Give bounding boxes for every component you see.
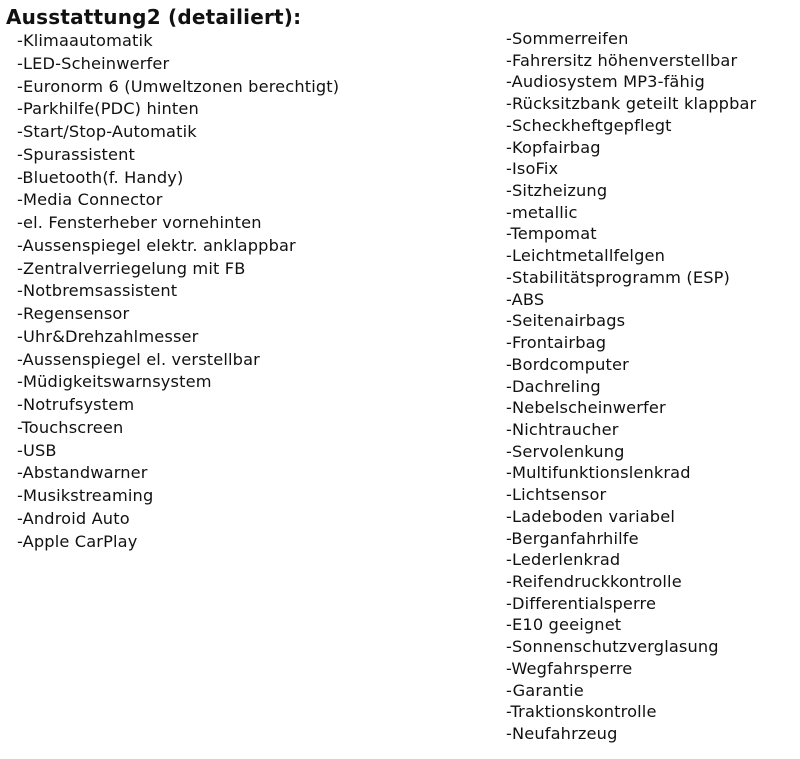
- list-item: -Spurassistent: [17, 144, 136, 164]
- list-item: -Lederlenkrad: [506, 550, 621, 570]
- list-item: -Bluetooth(f. Handy): [17, 167, 184, 187]
- list-item: -Stabilitätsprogramm (ESP): [506, 267, 731, 287]
- list-item: -IsoFix: [506, 159, 559, 179]
- list-item: -Regensensor: [17, 304, 130, 323]
- list-item: -Tempomat: [506, 224, 597, 244]
- list-item: -Rücksitzbank geteilt klappbar: [506, 94, 757, 114]
- list-item: -el. Fensterheber vornehinten: [17, 213, 262, 232]
- equipment-list-left: [17, 30, 339, 553]
- list-item: -Ladeboden variabel: [506, 506, 675, 526]
- list-item: -Uhr&Drehzahlmesser: [17, 326, 199, 346]
- list-item: -Notrufsystem: [17, 395, 135, 414]
- list-item: -E10 geeignet: [506, 615, 622, 635]
- list-item: -Abstandwarner: [17, 463, 148, 483]
- list-item: -Android Auto: [17, 508, 130, 528]
- list-item: -Nebelscheinwerfer: [506, 398, 666, 418]
- list-item: -Nichtraucher: [506, 419, 619, 439]
- list-item: -Garantie: [506, 680, 584, 700]
- list-item: -Reifendruckkontrolle: [506, 571, 682, 591]
- list-item: -Sitzheizung: [506, 181, 608, 201]
- list-item: -Multifunktionslenkrad: [506, 463, 691, 483]
- list-item: -Seitenairbags: [506, 311, 626, 331]
- list-item: -Audiosystem MP3-fähig: [506, 72, 705, 92]
- list-item: -Wegfahrsperre: [506, 658, 633, 678]
- list-item: -USB: [17, 440, 57, 460]
- list-item: -Bordcomputer: [506, 354, 629, 374]
- list-item: -Servolenkung: [506, 441, 625, 461]
- list-item: -Berganfahrhilfe: [506, 528, 639, 548]
- list-item: -Müdigkeitswarnsystem: [17, 372, 212, 392]
- list-item: -metallic: [506, 202, 578, 222]
- list-item: -Traktionskontrolle: [506, 702, 657, 722]
- list-item: -Sonnenschutzverglasung: [506, 637, 719, 657]
- list-item: -Zentralverriegelung mit FB: [17, 258, 246, 278]
- list-item: -Kopfairbag: [506, 137, 601, 157]
- list-item: -Leichtmetallfelgen: [506, 246, 666, 266]
- list-item: -Musikstreaming: [17, 486, 154, 505]
- list-item: -Lichtsensor: [506, 485, 607, 505]
- list-item: -Start/Stop-Automatik: [17, 122, 197, 141]
- list-item: -Fahrersitz höhenverstellbar: [506, 50, 738, 70]
- list-item: -Touchscreen: [17, 417, 124, 437]
- page-title: Ausstattung2 (detailiert):: [6, 5, 302, 29]
- list-item: -Sommerreifen: [506, 29, 629, 48]
- list-item: -Frontairbag: [506, 333, 607, 353]
- list-item: -ABS: [506, 289, 545, 309]
- list-item: -Klimaautomatik: [17, 31, 153, 50]
- list-item: -Differentialsperre: [506, 593, 657, 613]
- list-item: -LED-Scheinwerfer: [17, 53, 170, 73]
- list-item: -Notbremsassistent: [17, 281, 178, 301]
- list-item: -Parkhilfe(PDC) hinten: [17, 99, 199, 119]
- list-item: -Euronorm 6 (Umweltzonen berechtigt): [17, 76, 340, 96]
- list-item: -Media Connector: [17, 190, 163, 210]
- list-item: -Apple CarPlay: [17, 531, 138, 551]
- list-item: -Aussenspiegel elektr. anklappbar: [17, 235, 296, 255]
- equipment-list-right: [506, 28, 756, 745]
- list-item: -Scheckheftgepflegt: [506, 115, 672, 135]
- list-item: -Neufahrzeug: [506, 724, 618, 743]
- list-item: -Dachreling: [506, 376, 601, 396]
- list-item: -Aussenspiegel el. verstellbar: [17, 349, 260, 369]
